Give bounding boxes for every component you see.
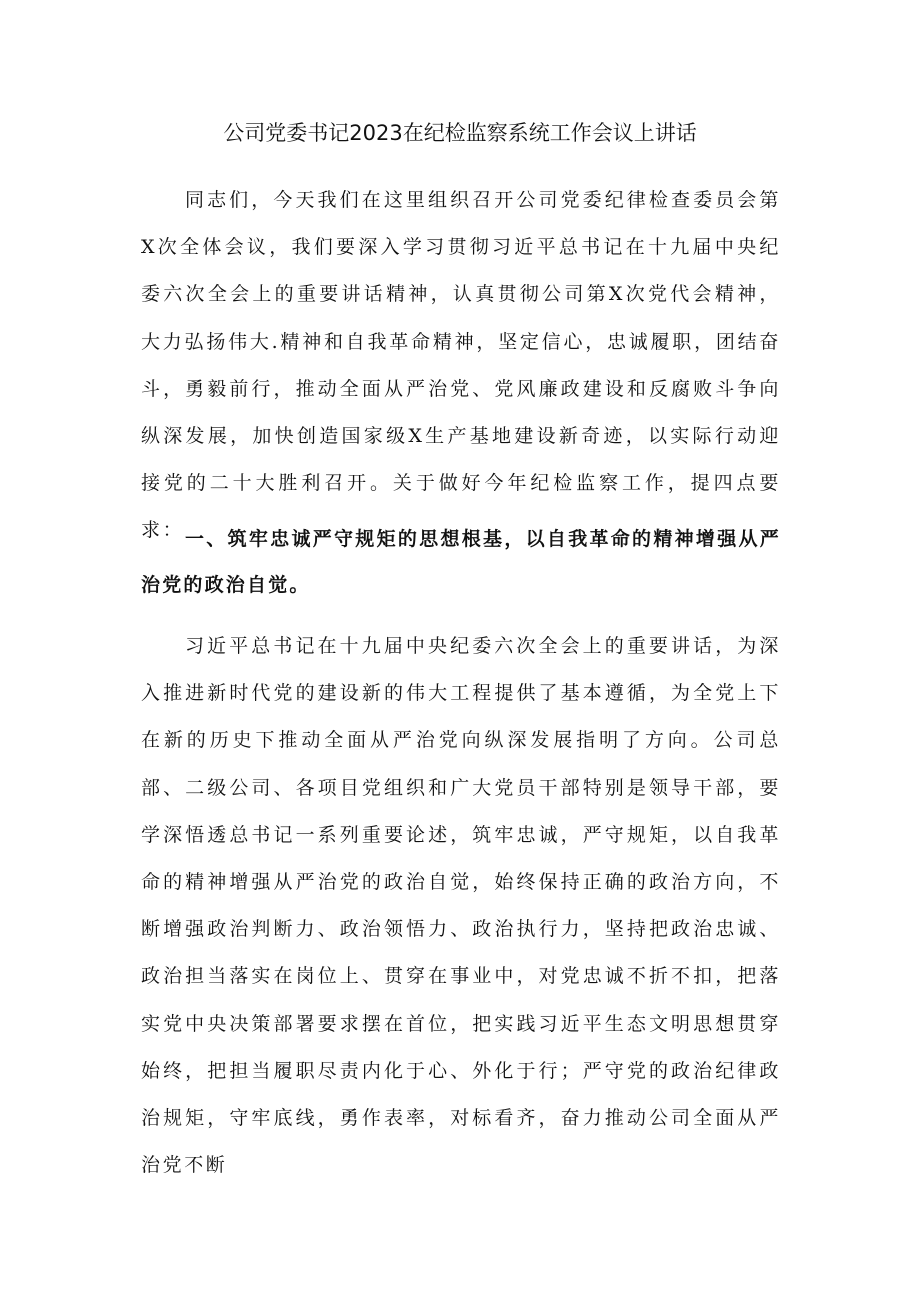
paragraph-intro: 同志们，今天我们在这里组织召开公司党委纪律检查委员会第X次全体会议，我们要深入学习贯彻习近平总书记在十九届中央纪委六次全会上的重要讲话精神，认真贯彻公司第X次党代会精神，大力弘扬伟大.精神和自我革命精神，坚定信心，忠诚履职，团结奋斗，勇毅前行，推动全面从严治党、党风廉政建设和反腐败斗争向纵深发展，加快创造国家级X生产基地建设新奇迹，以实际行动迎接党的二十大胜利召开。关于做好今年纪检监察工作，提四点要求： <box>141 189 781 542</box>
document-title: 公司党委书记2023在纪检监察系统工作会议上讲话 <box>223 121 697 145</box>
section-heading-1: 一、筑牢忠诚严守规矩的思想根基，以自我革命的精神增强从严治党的政治自觉。 <box>141 528 781 596</box>
paragraph-section-1: 习近平总书记在十九届中央纪委六次全会上的重要讲话，为深入推进新时代党的建设新的伟大工程提供了基本遵循，为全党上下在新的历史下推动全面从严治党向纵深发展指明了方向。公司总部、二级公司、各项目党组织和广大党员干部特别是领导干部，要学深悟透总书记一系列重要论述，筑牢忠诚，严守规矩，以自我革命的精神增强从严治党的政治自觉，始终保持正确的政治方向，不断增强政治判断力、政治领悟力、政治执行力，坚持把政治忠诚、政治担当落实在岗位上、贯穿在事业中，对党忠诚不折不扣，把落实党中央决策部署要求摆在首位，把实践习近平生态文明思想贯穿始终，把担当履职尽责内化于心、外化于行；严守党的政治纪律政治规矩，守牢底线，勇作表率，对标看齐，奋力推动公司全面从严治党不断 <box>141 635 781 1177</box>
